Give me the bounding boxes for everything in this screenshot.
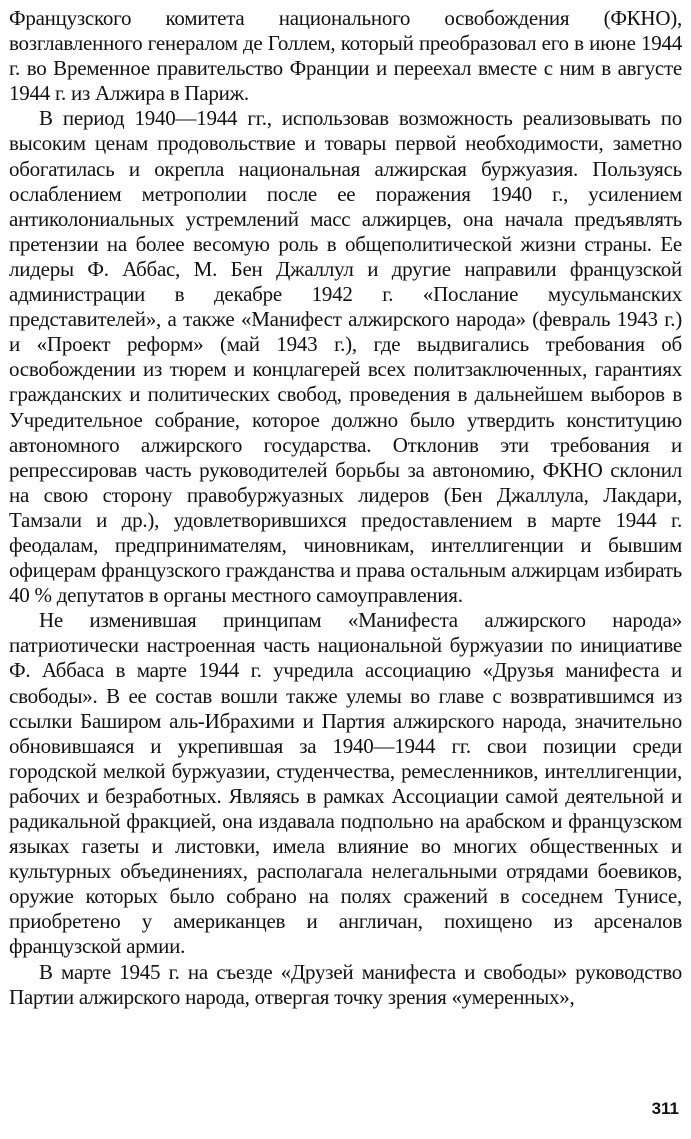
paragraph-1: Французского комитета национального освобождения (ФКНО), возглавленного генералом де Голлем, который преобразовал его в июне 1944 г. во Временное правительство Франции и переехал вместе с ним в августе 1944 г. из Алжира в Париж. — [9, 6, 682, 106]
body-text — [9, 6, 682, 1010]
paragraph-3: Не изменившая принципам «Манифеста алжирского народа» патриотически настроенная часть национальной буржуазии по инициативе Ф. Аббаса в марте 1944 г. учредила ассоциацию «Друзья манифеста и свободы». В ее состав вошли также улемы во главе с возвратившимся из ссылки Баширом аль-Ибрахими и Партия алжирского народа, значительно обновившаяся и укрепившая за 1940—1944 гг. свои позиции среди городской мелкой буржуазии, студенчества, ремесленников, интеллигенции, рабочих и безработных. Являясь в рамках Ассоциации самой деятельной и радикальной фракцией, она издавала подпольно на арабском и французском языках газеты и листовки, имела влияние во многих общественных и культурных объединениях, располагала нелегальными отрядами боевиков, оружие которых было собрано на полях сражений в соседнем Тунисе, приобретено у американцев и англичан, похищено из арсеналов французской армии. — [9, 608, 682, 959]
page-number: 311 — [651, 1099, 679, 1118]
paragraph-4: В марте 1945 г. на съезде «Друзей манифеста и свободы» руководство Партии алжирского народа, отвергая точку зрения «умеренных», — [9, 959, 682, 1009]
paragraph-2: В период 1940—1944 гг., использовав возможность реализовывать по высоким ценам продовольствие и товары первой необходимости, заметно обогатилась и окрепла национальная алжирская буржуазия. Пользуясь ослаблением метрополии после ее поражения 1940 г., усилением антиколониальных устремлений масс алжирцев, она начала предъявлять претензии на более весомую роль в общеполитической жизни страны. Ее лидеры Ф. Аббас, М. Бен Джаллул и другие направили французской администрации в декабре 1942 г. «Послание мусульманских представителей», а также «Манифест алжирского народа» (февраль 1943 г.) и «Проект реформ» (май 1943 г.), где выдвигались требования об освобождении из тюрем и концлагерей всех политзаключенных, гарантиях гражданских и политических свобод, проведения в дальнейшем выборов в Учредительное собрание, которое должно было утвердить конституцию автономного алжирского государства. Отклонив эти требования и репрессировав часть руководителей борьбы за автономию, ФКНО склонил на свою сторону правобуржуазных лидеров (Бен Джаллула, Лакдари, Тамзали и др.), удовлетворившихся предоставлением в марте 1944 г. феодалам, предпринимателям, чиновникам, интеллигенции и бывшим офицерам французского гражданства и права остальным алжирцам избирать 40 % депутатов в органы местного самоуправления. — [9, 106, 682, 608]
